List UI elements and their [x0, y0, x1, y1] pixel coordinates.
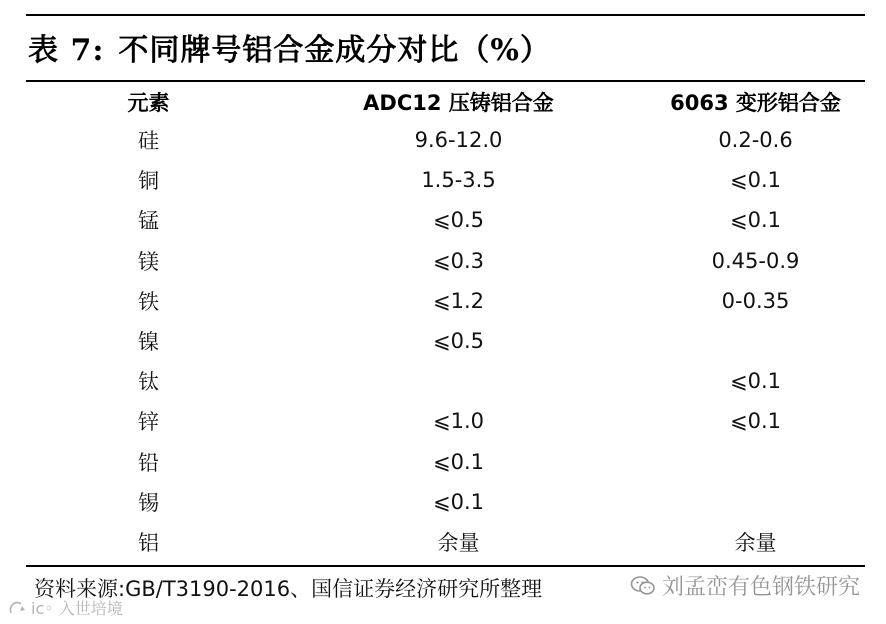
al6063-value-cell — [646, 321, 865, 361]
element-cell: 铜 — [138, 169, 159, 194]
adc12-value-cell: ⩽0.5 — [433, 208, 484, 233]
table-row — [26, 200, 865, 240]
watermark-logo-icon — [8, 600, 28, 616]
composition-table — [26, 84, 865, 562]
table-title-text: 不同牌号铝合金成分对比（%） — [118, 33, 551, 68]
al6063-value-cell — [646, 442, 865, 482]
element-cell: 锡 — [138, 490, 159, 515]
top-rule — [26, 14, 865, 16]
al6063-value-cell: ⩽0.1 — [730, 168, 781, 193]
corner-watermark — [8, 596, 123, 619]
al6063-value-cell: ⩽0.1 — [730, 369, 781, 394]
adc12-value-cell: ⩽1.0 — [433, 409, 484, 434]
table-row — [26, 160, 865, 200]
table-label: 表 7: — [28, 33, 105, 68]
adc12-value-cell: ⩽0.5 — [433, 329, 484, 354]
adc12-value-cell: ⩽0.1 — [433, 489, 484, 514]
column-header-6063: 6063 变形铝合金 — [670, 91, 841, 115]
element-cell: 铁 — [138, 289, 159, 314]
table-row — [26, 241, 865, 281]
al6063-value-cell: 0.2-0.6 — [718, 128, 793, 153]
table-row — [26, 482, 865, 522]
table-row — [26, 120, 865, 160]
element-cell: 钛 — [138, 370, 159, 395]
al6063-value-cell: ⩽0.1 — [730, 409, 781, 434]
adc12-value-cell: 余量 — [437, 530, 480, 555]
al6063-value-cell: 余量 — [734, 530, 777, 555]
adc12-value-cell: 1.5-3.5 — [421, 168, 496, 193]
element-cell: 锰 — [138, 209, 159, 234]
source-note: 资料来源:GB/T3190-2016、国信证券经济研究所整理 — [34, 577, 543, 601]
adc12-value-cell: ⩽0.1 — [433, 449, 484, 474]
wechat-icon — [630, 575, 656, 597]
al6063-value-cell: ⩽0.1 — [730, 208, 781, 233]
element-cell: 镍 — [138, 330, 159, 355]
al6063-value-cell: 0.45-0.9 — [711, 248, 800, 273]
element-cell: 镁 — [138, 249, 159, 274]
table-title — [28, 24, 551, 70]
table-row — [26, 522, 865, 562]
adc12-value-cell — [271, 361, 646, 401]
adc12-value-cell: ⩽1.2 — [433, 288, 484, 313]
column-header-element: 元素 — [127, 91, 170, 115]
bottom-rule — [26, 565, 865, 567]
table-row — [26, 321, 865, 361]
table-row — [26, 281, 865, 321]
wechat-watermark — [630, 570, 860, 601]
header-rule — [26, 80, 865, 82]
table-header-row — [26, 84, 865, 120]
element-cell: 锌 — [138, 410, 159, 435]
table-row — [26, 442, 865, 482]
al6063-value-cell: 0-0.35 — [721, 288, 790, 313]
column-header-adc12: ADC12 压铸铝合金 — [363, 91, 554, 115]
element-cell: 铅 — [138, 450, 159, 475]
wechat-account-name: 刘孟峦有色钢铁研究 — [661, 575, 860, 600]
element-cell: 铝 — [138, 530, 159, 555]
element-cell: 硅 — [138, 129, 159, 154]
adc12-value-cell: 9.6-12.0 — [414, 128, 503, 153]
table-row — [26, 361, 865, 401]
al6063-value-cell — [646, 482, 865, 522]
adc12-value-cell: ⩽0.3 — [433, 248, 484, 273]
corner-watermark-text: ic◦ 入世培境 — [31, 599, 123, 618]
table-row — [26, 401, 865, 441]
